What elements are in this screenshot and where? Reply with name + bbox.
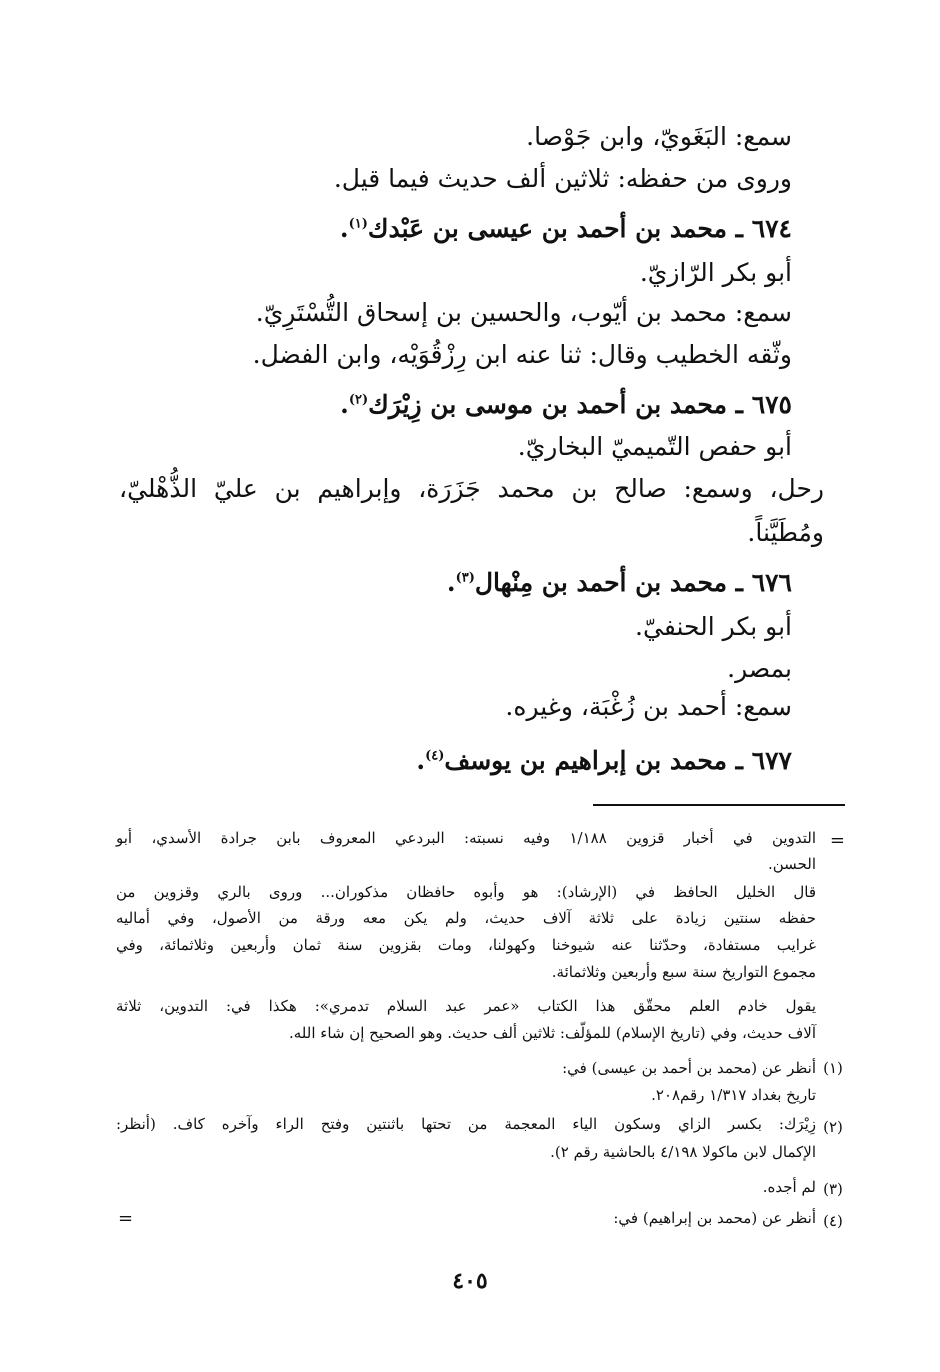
text-line: سمع: أحمد بن زُغْبَة، وغيره. xyxy=(505,692,792,721)
footnote-line: الإكمال لابن ماكولا ٤/١٩٨ بالحاشية رقم ٢). xyxy=(550,1143,816,1161)
footnote-line: الحسن. xyxy=(768,855,816,873)
continuation-mark: = xyxy=(118,1208,134,1229)
entry-heading-677 xyxy=(416,744,792,778)
text-line: أبو بكر الرّازيّ. xyxy=(639,258,792,287)
footnote-number: (٣) xyxy=(823,1180,843,1198)
text-line: ومُطَيَّناً. xyxy=(747,518,824,547)
heading-text: ٦٧٤ ـ محمد بن أحمد بن عيسى بن عَبْدك xyxy=(367,214,792,243)
footnote-line: أنظر عن (محمد بن أحمد بن عيسى) في: xyxy=(562,1059,816,1077)
entry-heading-676 xyxy=(447,566,792,600)
footnote-ref: (١) xyxy=(348,216,368,232)
text-line: وروى من حفظه: ثلاثين ألف حديث فيما قيل. xyxy=(333,164,792,193)
footnote-ref: (٢) xyxy=(348,392,369,408)
footnote-line: أنظر عن (محمد بن إبراهيم) في: xyxy=(613,1209,816,1227)
text-line: سمع: محمد بن أيّوب، والحسين بن إسحاق التُّسْتَرِيّ. xyxy=(255,298,792,327)
period: . xyxy=(416,746,426,775)
text-line: وثّقه الخطيب وقال: ثنا عنه ابن رِزْقُوَيْه، وابن الفضل. xyxy=(252,340,792,369)
footnote-number: (١) xyxy=(823,1059,843,1077)
footnote-number: (٤) xyxy=(823,1212,843,1230)
entry-heading-675 xyxy=(340,388,792,422)
continuation-mark: = xyxy=(829,830,845,851)
period: . xyxy=(340,390,349,419)
text-line: بمصر. xyxy=(727,654,792,683)
footnote-ref: (٣) xyxy=(455,570,475,586)
footnote-line: قال الخليل الحافظ في (الإرشاد): هو وأبوه حافظان مذكوران... وروى بالري وقزوين من xyxy=(116,883,816,901)
footnote-line: حفظه سنتين زيادة على ثلاثة آلاف حديث، ولم يكن معه ورقة من الأصول، وفي أماليه xyxy=(116,909,816,927)
footnote-line: تاريخ بغداد ١/٣١٧ رقم٢٠٨. xyxy=(651,1086,816,1104)
footnote-line: يقول خادم العلم محقّق هذا الكتاب «عمر عبد السلام تدمري»: هكذا في: التدوين، ثلاثة xyxy=(116,997,816,1015)
footnote-line: زِيْرَك: بكسر الزاي وسكون الياء المعجمة من تحتها باثنتين وفتح الراء وآخره كاف. (أنظر: xyxy=(116,1115,816,1133)
footnote-number: (٢) xyxy=(823,1118,843,1136)
heading-text: ٦٧٦ ـ محمد بن أحمد بن مِنْهال xyxy=(474,568,792,597)
footnote-line: آلاف حديث، وفي (تاريخ الإسلام) للمؤلّف: ثلاثين ألف حديث. وهو الصحيح إن شاء الله. xyxy=(288,1024,816,1042)
text-line: سمع: البَغَويّ، وابن جَوْصا. xyxy=(526,122,792,151)
text-line: رحل، وسمع: صالح بن محمد جَزَرَة، وإبراهيم بن عليّ الذُّهْليّ، xyxy=(119,474,824,503)
footnote-line: مجموع التواريخ سنة سبع وأربعين وثلاثمائة. xyxy=(551,963,816,981)
text-line: أبو بكر الحنفيّ. xyxy=(635,612,792,641)
footnote-line: التدوين في أخبار قزوين ١/١٨٨ وفيه نسبته: البردعي المعروف بابن جرادة الأسدي، أبو xyxy=(116,829,816,847)
text-line: أبو حفص التّميميّ البخاريّ. xyxy=(517,432,792,461)
entry-heading-674 xyxy=(340,212,792,246)
heading-text: ٦٧٥ ـ محمد بن أحمد بن موسى بن زِيْرَك xyxy=(368,390,792,419)
page-number: ٤٠٥ xyxy=(452,1268,488,1294)
period: . xyxy=(339,214,349,243)
period: . xyxy=(446,568,456,597)
footnote-ref: (٤) xyxy=(425,748,445,764)
footnote-line: غرايب مستفادة، وحدّثنا عنه شيوخنا وكهولنا، ومات بقزوين سنة ثمان وأربعين وثلاثمائة، وفي xyxy=(116,936,816,954)
footnote-separator xyxy=(593,804,845,806)
heading-text: ٦٧٧ ـ محمد بن إبراهيم بن يوسف xyxy=(444,746,792,775)
footnote-line: لم أجده. xyxy=(762,1178,816,1196)
